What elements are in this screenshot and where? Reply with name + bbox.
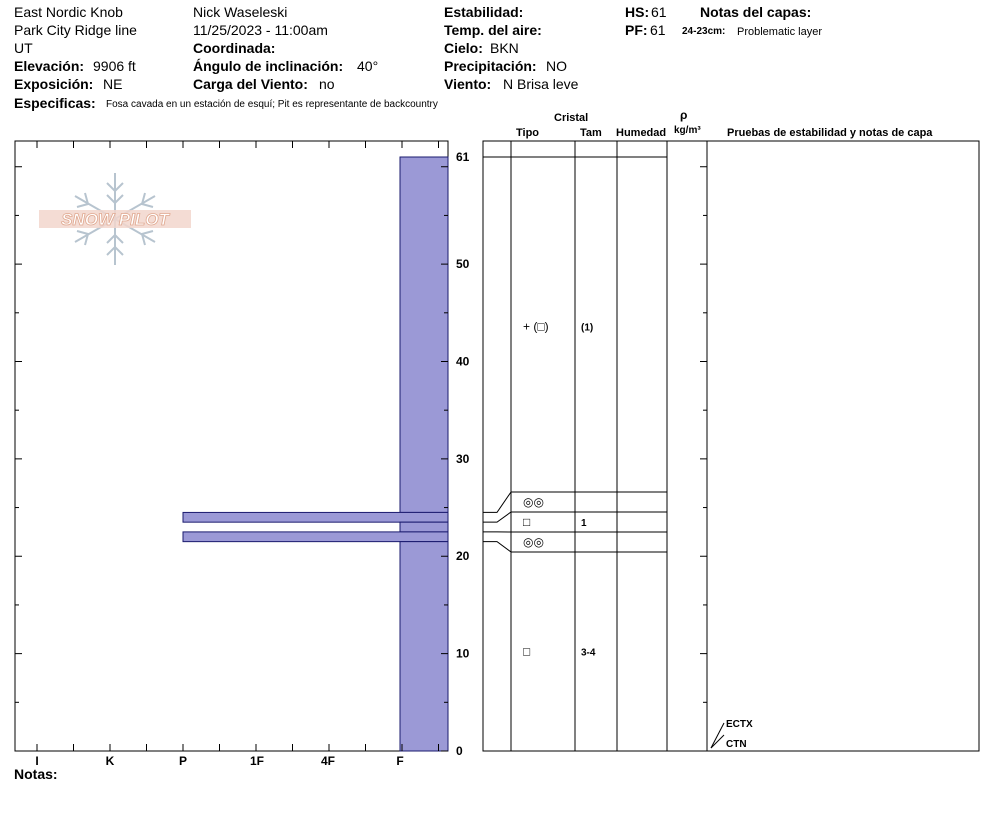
density-unit-header: kg/m³ — [674, 125, 701, 136]
hardness-bar — [183, 512, 448, 522]
specifics-value: Fosa cavada en un estación de esquí; Pit es representante de backcountry — [106, 99, 438, 110]
grain-type: □ — [523, 515, 531, 529]
state-name: UT — [14, 40, 33, 56]
hardness-label: 1F — [249, 754, 265, 768]
pf-value: 61 — [650, 22, 666, 38]
layer-table-frame — [483, 141, 979, 751]
depth-label: 61 — [456, 150, 470, 164]
elevation-value: 9906 ft — [93, 58, 136, 74]
slope-label: Ángulo de inclinación: — [193, 58, 344, 74]
test-pointer — [711, 723, 724, 748]
wind-value: N Brisa leve — [503, 76, 579, 92]
wind-load-value: no — [319, 76, 335, 92]
layer-connector — [483, 512, 511, 522]
wind-label: Viento: — [444, 76, 492, 92]
observer-name: Nick Waseleski — [193, 4, 288, 20]
hardness-label: I — [35, 754, 39, 768]
grain-type: □ — [523, 644, 531, 659]
pf-label: PF: — [625, 22, 648, 38]
precip-label: Precipitación: — [444, 58, 537, 74]
layer-notes-label: Notas del capas: — [700, 4, 812, 20]
hardness-bar — [400, 542, 448, 751]
grain-type: ◎◎ — [523, 495, 544, 509]
test-pointer — [711, 735, 724, 748]
hs-label: HS: — [625, 4, 650, 20]
air-temp-label: Temp. del aire: — [444, 22, 542, 38]
snowflake-logo-icon — [39, 173, 191, 265]
sky-label: Cielo: — [444, 40, 483, 56]
hardness-bar — [400, 157, 448, 512]
layer-connector — [483, 542, 511, 552]
wind-load-label: Carga del Viento: — [193, 76, 308, 92]
notes-label: Notas: — [14, 766, 58, 782]
specifics-label: Especificas: — [14, 95, 96, 111]
test-label: CTN — [726, 739, 747, 750]
type-header: Tipo — [516, 127, 540, 139]
depth-label: 20 — [456, 549, 470, 564]
hardness-label: F — [396, 754, 404, 768]
depth-axis-labels — [456, 150, 470, 758]
hardness-label: P — [178, 754, 188, 768]
grain-type: ◎◎ — [523, 535, 544, 549]
hardness-bar — [400, 522, 448, 532]
grain-size: 1 — [581, 518, 587, 529]
crystal-header: Cristal — [554, 112, 589, 124]
layer-table-grid — [511, 141, 707, 751]
depth-label: 0 — [456, 744, 463, 758]
coordinate-label: Coordinada: — [193, 40, 276, 56]
grain-type: + (□) — [523, 319, 549, 334]
depth-label: 30 — [456, 451, 470, 466]
hardness-axis-labels — [35, 754, 403, 768]
depth-label: 50 — [456, 257, 470, 272]
stability-tests — [711, 719, 753, 750]
size-header: Tam — [580, 127, 602, 139]
test-label: ECTX — [726, 719, 753, 730]
sky-value: BKN — [490, 40, 519, 56]
moisture-header: Humedad — [616, 127, 667, 139]
stability-label: Estabilidad: — [444, 4, 524, 20]
layer-note-depth: 24-23cm: — [682, 26, 726, 37]
depth-label: 10 — [456, 646, 470, 661]
hardness-label: 4F — [320, 754, 336, 768]
aspect-value: NE — [103, 76, 123, 92]
grain-size: 3-4 — [581, 647, 596, 659]
tests-header: Pruebas de estabilidad y notas de capa — [727, 127, 933, 139]
hs-value: 61 — [651, 4, 667, 20]
rho-header: ρ — [680, 108, 688, 122]
hardness-label: K — [105, 754, 115, 768]
hardness-bar — [183, 532, 448, 542]
layer-note-text: Problematic layer — [737, 26, 822, 38]
logo-wordmark: SNOW PILOT — [61, 210, 169, 229]
layer-connector — [483, 492, 511, 512]
area-name: Park City Ridge line — [14, 22, 137, 38]
observation-datetime: 11/25/2023 - 11:00am — [193, 22, 328, 38]
grain-size: (1) — [581, 322, 594, 334]
slope-value: 40° — [357, 58, 379, 74]
location-name: East Nordic Knob — [14, 4, 123, 20]
elevation-label: Elevación: — [14, 58, 85, 74]
aspect-label: Exposición: — [14, 76, 94, 92]
density-axis-ticks — [700, 167, 707, 751]
hardness-profile — [183, 157, 448, 751]
depth-label: 40 — [456, 354, 470, 369]
precip-value: NO — [546, 58, 567, 74]
